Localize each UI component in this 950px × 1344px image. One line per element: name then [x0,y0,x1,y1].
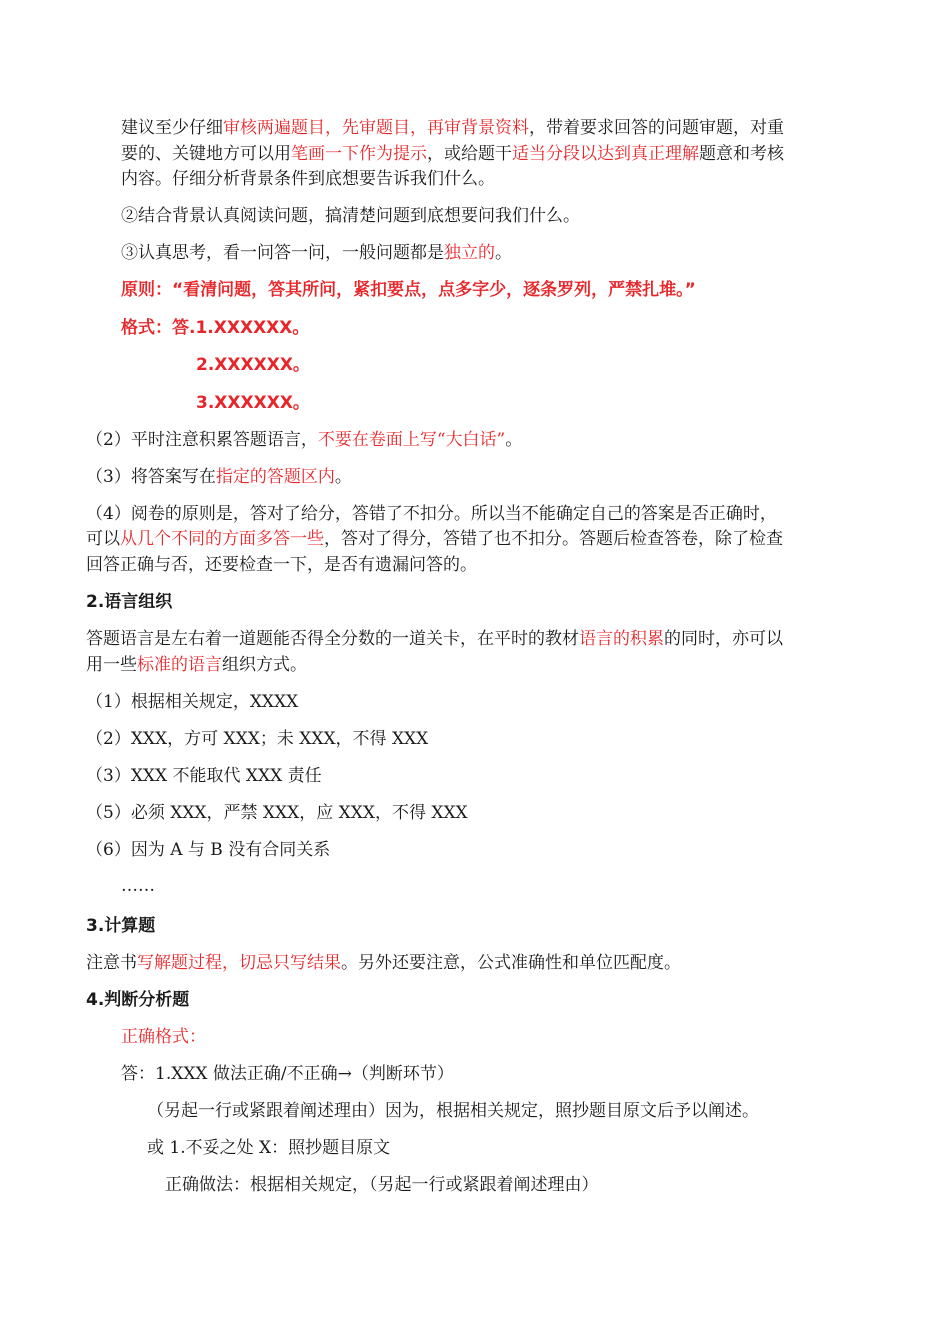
text: 题意和考核 [699,144,784,164]
format-line-3: 3.XXXXXX。 [196,393,310,413]
answer-line-4: 正确做法：根据相关规定，（另起一行或紧跟着阐述理由） [165,1175,599,1195]
list-item: （2）XXX，方可 XXX；未 XXX，不得 XXX [86,729,429,749]
format-line-2: 2.XXXXXX。 [196,355,310,375]
text: 用一些 [86,655,137,675]
highlight-text: 笔画一下作为提示 [291,144,427,164]
text: 内容。仔细分析背景条件到底想要告诉我们什么。 [121,169,495,189]
para-step-3 [121,241,512,265]
item-4-line-3 [86,553,477,577]
text: ②结合背景认真阅读问题，搞清楚问题到底想要问我们什么。 [121,206,580,226]
text: 。另外还要注意，公式准确性和单位匹配度。 [341,953,681,973]
answer-line-1: 答：1.XXX 做法正确/不正确→（判断环节） [121,1064,454,1084]
list-item: （1）根据相关规定，XXXX [86,692,299,712]
principle-line: 原则：“看清问题，答其所问，紧扣要点，点多字少，逐条罗列，严禁扎堆。” [121,280,696,300]
highlight-text: 标准的语言 [137,655,222,675]
text: 回答正确与否，还要检查一下，是否有遗漏问答的。 [86,555,477,575]
item-3 [86,465,352,489]
highlight-text: 从几个不同的方面多答一些 [120,529,324,549]
text: ，答对了得分，答错了也不扣分。答题后检查答卷，除了检查 [324,529,783,549]
list-item: （5）必须 XXX，严禁 XXX，应 XXX，不得 XXX [86,803,468,823]
para-review-line-1 [121,116,784,140]
text: 可以 [86,529,120,549]
para-review-line-3 [121,167,495,191]
para-review-line-2 [121,142,784,166]
text: （3）将答案写在 [86,467,216,487]
format-line-1: 格式：答.1.XXXXXX。 [121,318,310,338]
section-3-para [86,951,681,975]
text: 注意书 [86,953,137,973]
section-2-heading: 2.语言组织 [86,592,173,612]
item-2 [86,428,522,452]
text: 建议至少仔细 [121,118,223,138]
highlight-text: 语言的积累 [579,629,664,649]
item-4-line-2 [86,527,783,551]
section-2-para-line-1 [86,627,783,651]
answer-line-2: （另起一行或紧跟着阐述理由）因为，根据相关规定，照抄题目原文后予以阐述。 [147,1101,759,1121]
list-item: （6）因为 A 与 B 没有合同关系 [86,840,331,860]
highlight-text: 写解题过程，切忌只写结果 [137,953,341,973]
correct-format-label: 正确格式： [121,1027,206,1047]
item-4-line-1 [86,502,777,526]
highlight-text: 独立的 [444,243,495,263]
text: 。 [505,430,523,450]
highlight-text: 不要在卷面上写“大白话” [317,430,506,450]
para-step-2 [121,204,580,228]
section-4-heading: 4.判断分析题 [86,990,190,1010]
text: （4）阅卷的原则是，答对了给分，答错了不扣分。所以当不能确定自己的答案是否正确时， [86,504,777,524]
highlight-text: 审核两遍题目，先审题目，再审背景资料 [223,118,529,138]
text: 。 [334,467,352,487]
text: 答题语言是左右着一道题能否得全分数的一道关卡，在平时的教材 [86,629,579,649]
text: ，带着要求回答的问题审题，对重 [529,118,784,138]
highlight-text: 适当分段以达到真正理解 [512,144,699,164]
text: 组织方式。 [222,655,307,675]
section-2-para-line-2 [86,653,307,677]
text: （2）平时注意积累答题语言， [86,430,318,450]
text: 要的、关键地方可以用 [121,144,291,164]
text: ③认真思考，看一问答一问，一般问题都是 [121,243,444,263]
answer-line-3: 或 1.不妥之处 X：照抄题目原文 [147,1138,391,1158]
text: ，或给题干 [427,144,512,164]
ellipsis: …… [121,876,155,896]
highlight-text: 指定的答题区内 [215,467,335,487]
list-item: （3）XXX 不能取代 XXX 责任 [86,766,322,786]
text: 的同时，亦可以 [664,629,783,649]
text: 。 [495,243,512,263]
section-3-heading: 3.计算题 [86,916,156,936]
